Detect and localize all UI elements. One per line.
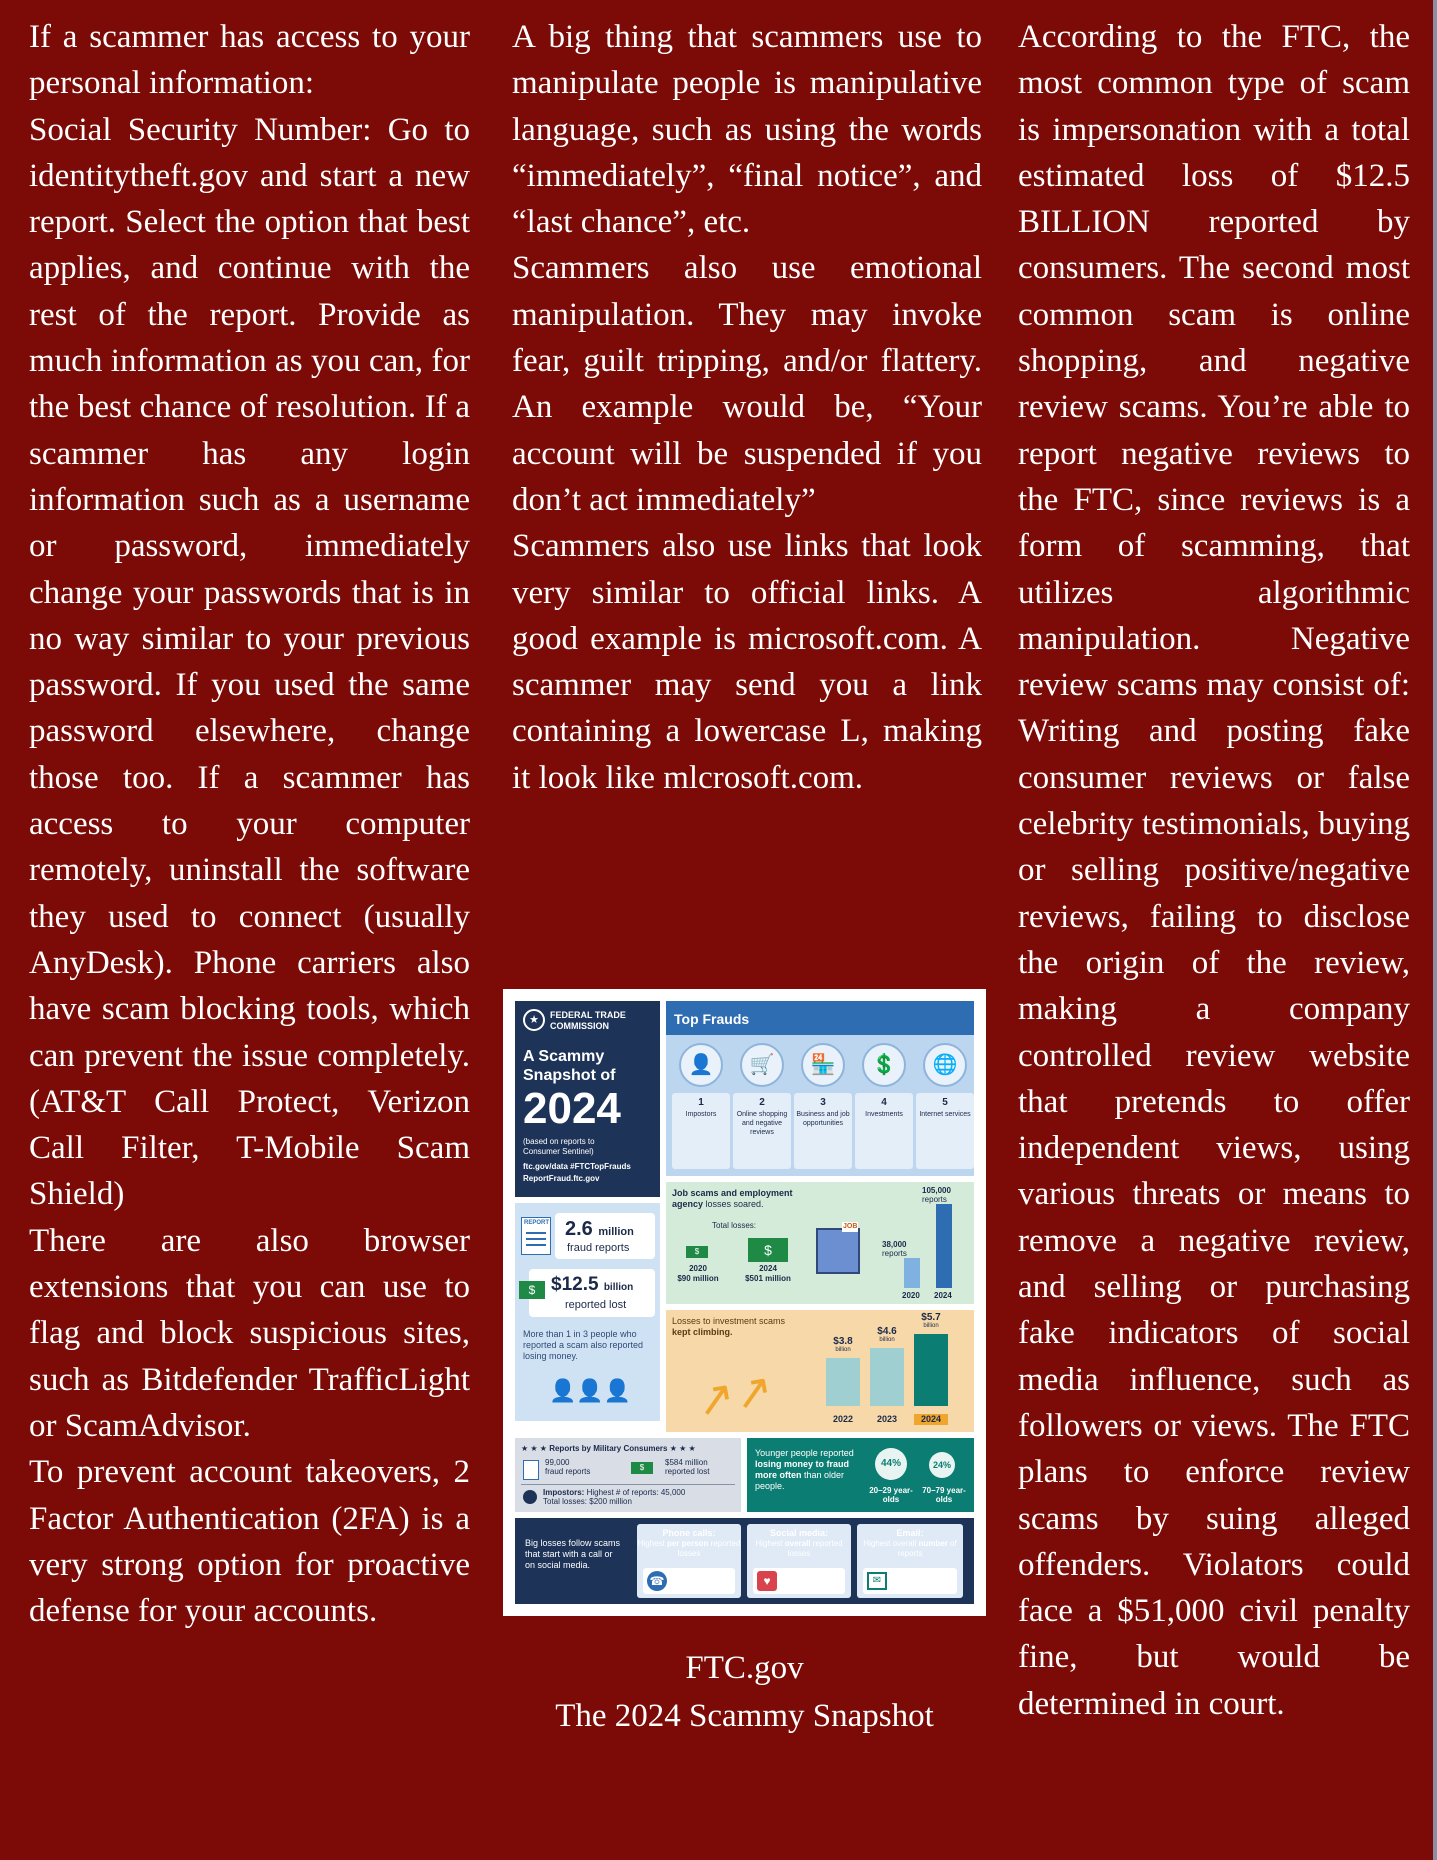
military-total-losses: Total losses: $200 million <box>543 1497 632 1506</box>
phone-calls-card <box>637 1524 741 1598</box>
social-media-unit: billion <box>814 1576 835 1583</box>
fraud-reports-label: fraud reports <box>567 1242 630 1254</box>
job-bar-label-2024: 2024 <box>934 1291 952 1300</box>
paragraph: Social Security Number: Go to identitytheft.gov and start a new report. Select the option that best applies, and continue with the rest of the report. Provide as much information as you can, for the best chance of resolution. If a scammer has any login information such as a username or password, immediately change your passwords that is in no way similar to your previous password. If you used the same password elsewhere, change those too. If a scammer has access to your computer remotely, uninstall the software they used to connect (usually AnyDesk). Phone carriers also have scam blocking tools, which can prevent the issue completely. (AT&T Call Protect, Verizon Call Filter, T-Mobile Scam Shield) <box>29 111 470 1213</box>
globe-icon: 🌐 <box>923 1043 967 1087</box>
job-reports-2024-value: 105,000 <box>922 1186 951 1195</box>
caption-title: The 2024 Scammy Snapshot <box>555 1698 934 1734</box>
job-reports-bar <box>936 1204 952 1288</box>
job-bar-label-2020: 2020 <box>902 1291 920 1300</box>
job-loss-year-2020: 2020 <box>689 1264 707 1273</box>
investment-bar <box>870 1348 904 1406</box>
job-loss-value-2020: $90 million <box>677 1274 719 1283</box>
snapshot-title: A Scammy Snapshot of <box>523 1048 616 1084</box>
fraud-reports-card <box>555 1213 655 1259</box>
envelope-icon: ✉ <box>867 1572 887 1590</box>
investment-year-label: 2023 <box>876 1414 898 1424</box>
ftc-links: ftc.gov/data #FTCTopFrauds ReportFraud.ftc.gov <box>523 1162 631 1183</box>
paragraph: Scammers also use links that look very similar to official links. A good example is microsoft.com. A scammer may send you a link containing a lowercase L, making it look like mlcrosoft.com. <box>512 528 982 796</box>
investment-year-label: 2024 <box>914 1414 948 1425</box>
top-fraud-label: Online shopping and negative reviews <box>736 1111 788 1136</box>
reported-lost-unit: billion <box>603 1282 634 1293</box>
top-fraud-item <box>794 1093 852 1169</box>
phone-calls-subtitle: Highest per person reported losses <box>637 1539 741 1558</box>
total-losses-label: Total losses: <box>712 1221 757 1230</box>
military-impostors-detail: Highest # of reports: 45,000 <box>584 1488 686 1497</box>
investment-year-label: 2022 <box>832 1414 854 1424</box>
military-lost-label: reported lost <box>665 1467 710 1476</box>
email-caption: reports <box>911 1584 933 1591</box>
top-fraud-label: Impostors <box>685 1111 717 1118</box>
top-frauds-panel <box>666 1001 974 1176</box>
fraud-reports-value: 2.6 <box>565 1218 593 1240</box>
column-middle <box>512 14 982 801</box>
large-cash-icon: $ <box>748 1238 788 1262</box>
small-cash-icon: $ <box>686 1246 708 1258</box>
fraud-reports-unit: million <box>598 1226 634 1238</box>
top-fraud-rank: 3 <box>820 1097 826 1108</box>
military-reports-value: 99,000 <box>545 1458 570 1467</box>
social-media-value: $1.9 <box>787 1570 811 1584</box>
report-document-icon <box>523 1460 539 1480</box>
social-media-subtitle: Highest overall reported losses <box>755 1539 843 1558</box>
investment-bar <box>826 1358 860 1406</box>
agency-name: FEDERAL TRADE COMMISSION <box>550 1010 626 1031</box>
snapshot-year: 2024 <box>523 1084 621 1133</box>
storefront-icon: JOB <box>816 1228 860 1274</box>
people-icons: 👤👤👤 <box>549 1378 632 1403</box>
investment-value-label: $5.7 billion <box>921 1312 941 1329</box>
investment-value-label: $3.8 billion <box>833 1336 853 1353</box>
reported-lost-card <box>529 1269 655 1317</box>
top-fraud-item <box>672 1093 730 1169</box>
job-reports-chart <box>892 1204 962 1288</box>
top-fraud-item <box>855 1093 913 1169</box>
column-right <box>1018 14 1410 1727</box>
job-loss-year-2024: 2024 <box>759 1264 777 1273</box>
heart-icon: ♥ <box>757 1571 777 1591</box>
phone-calls-caption: median loss <box>682 1584 720 1591</box>
top-fraud-rank: 1 <box>698 1097 704 1108</box>
based-on-note: (based on reports to Consumer Sentinel) <box>523 1137 595 1156</box>
big-losses-note: Big losses follow scams that start with a call or on social media. <box>525 1538 621 1570</box>
military-consumers-panel <box>515 1438 741 1512</box>
top-fraud-rank: 2 <box>759 1097 765 1108</box>
investment-bar <box>914 1334 948 1406</box>
military-reports-label: fraud reports <box>545 1467 591 1476</box>
social-media-caption: total lost <box>797 1584 825 1591</box>
age-young-label: 20–29 year-olds <box>869 1486 913 1504</box>
top-fraud-rank: 4 <box>881 1097 887 1108</box>
top-fraud-label: Business and job opportunities <box>796 1111 850 1127</box>
job-reports-label: reports <box>882 1249 907 1258</box>
job-scams-panel <box>666 1182 974 1304</box>
person-icon: 👤 <box>679 1043 723 1087</box>
paragraph: A big thing that scammers use to manipulate people is manipulative language, such as using the words “immediately”, “final notice”, and “last chance”, etc. <box>512 19 982 241</box>
email-subtitle: Highest overall number of reports <box>863 1539 957 1558</box>
impostor-icon <box>523 1490 537 1504</box>
report-document-icon: REPORT <box>521 1217 551 1255</box>
cash-icon: $ <box>519 1281 545 1299</box>
investment-headline: Losses to investment scams kept climbing. <box>672 1316 786 1337</box>
paragraph: There are also browser extensions that you can use to flag and block suspicious sites, such as Bitdefender TrafficLight or ScamAdvisor. <box>29 1222 470 1444</box>
investment-losses-chart <box>826 1312 966 1428</box>
ftc-seal-icon: ★ <box>523 1009 545 1031</box>
social-media-card <box>747 1524 851 1598</box>
top-fraud-item <box>916 1093 974 1169</box>
infographic-caption <box>503 1644 986 1740</box>
military-impostors-label: Impostors: <box>543 1488 585 1497</box>
contact-channels-panel <box>515 1518 974 1604</box>
top-fraud-rank: 5 <box>942 1097 948 1108</box>
reported-lost-value: $12.5 <box>551 1274 599 1295</box>
military-title: ★ ★ ★ Reports by Military Consumers ★ ★ ★ <box>521 1444 696 1453</box>
email-value: 372,000 <box>900 1570 944 1584</box>
paragraph: To prevent account takeovers, 2 Factor Authentication (2FA) is a very strong option for proactive defense for your accounts. <box>29 1454 470 1630</box>
investment-icon: 💲 <box>862 1043 906 1087</box>
job-reports-bar <box>904 1258 920 1288</box>
paragraph: If a scammer has access to your personal information: <box>29 19 470 102</box>
age-comparison-panel <box>747 1438 974 1512</box>
younger-people-note: Younger people reported losing money to fraud more often than older people. <box>755 1448 854 1491</box>
email-title: Email: <box>896 1528 924 1538</box>
job-loss-value-2024: $501 million <box>745 1274 791 1283</box>
small-cash-icon: $ <box>631 1462 653 1474</box>
email-card <box>857 1524 963 1598</box>
phone-calls-title: Phone calls: <box>662 1528 716 1538</box>
pct-old-badge: 24% <box>929 1452 955 1478</box>
phone-calls-value: $1,500 <box>682 1570 720 1584</box>
snapshot-header-panel <box>515 1001 660 1197</box>
losing-money-note: More than 1 in 3 people who reported a scam also reported losing money. <box>523 1329 644 1361</box>
military-lost-value: $584 million <box>665 1458 708 1467</box>
top-fraud-item <box>733 1093 791 1169</box>
job-scams-headline: Job scams and employment agency losses soared. <box>672 1188 793 1209</box>
phone-icon: ☎ <box>647 1571 667 1591</box>
investment-losses-panel <box>666 1310 974 1432</box>
job-reports-label: reports <box>922 1195 947 1204</box>
top-fraud-label: Internet services <box>919 1111 971 1118</box>
page-right-edge <box>1433 0 1437 1860</box>
caption-source: FTC.gov <box>685 1650 804 1686</box>
top-frauds-title: Top Frauds <box>674 1011 750 1027</box>
storefront-icon: 🏪 <box>801 1043 845 1087</box>
column-left <box>29 14 470 1634</box>
age-old-label: 70–79 year-olds <box>922 1486 966 1504</box>
rising-arrows-icon: ↗↗ <box>692 1362 778 1428</box>
pct-young-badge: 44% <box>875 1448 907 1480</box>
reported-lost-label: reported lost <box>565 1299 627 1311</box>
paragraph: Scammers also use emotional manipulation. They may invoke fear, guilt tripping, and/or flattery. An example would be, “Your account will be suspended if you don’t act immediately” <box>512 250 982 518</box>
investment-value-label: $4.6 billion <box>877 1326 897 1343</box>
paragraph: According to the FTC, the most common type of scam is impersonation with a total estimated loss of $12.5 BILLION reported by consumers. The second most common scam is online shopping, and negative review scams. You’re able to report negative reviews to the FTC, since reviews is a form of scamming, that utilizes algorithmic manipulation. Negative review scams may consist of: Writing and posting fake consumer reviews or false celebrity testimonials, buying or selling positive/negative reviews, failing to disclose the origin of the review, making a company controlled review website that pretends to offer independent views, using various threats or means to remove a negative review, and selling or purchasing fake indicators of social media influence, such as followers or views. The FTC plans to enforce review scams by suing alleged offenders. Violators could face a $51,000 civil penalty fine, but would be determined in court. <box>1018 19 1410 1722</box>
social-media-title: Social media: <box>769 1528 829 1538</box>
shopping-cart-icon: 🛒 <box>740 1043 784 1087</box>
top-fraud-label: Investments <box>865 1111 903 1118</box>
job-reports-2020-value: 38,000 <box>882 1240 907 1249</box>
ftc-scammy-snapshot-infographic <box>503 989 986 1616</box>
totals-panel <box>515 1203 660 1421</box>
